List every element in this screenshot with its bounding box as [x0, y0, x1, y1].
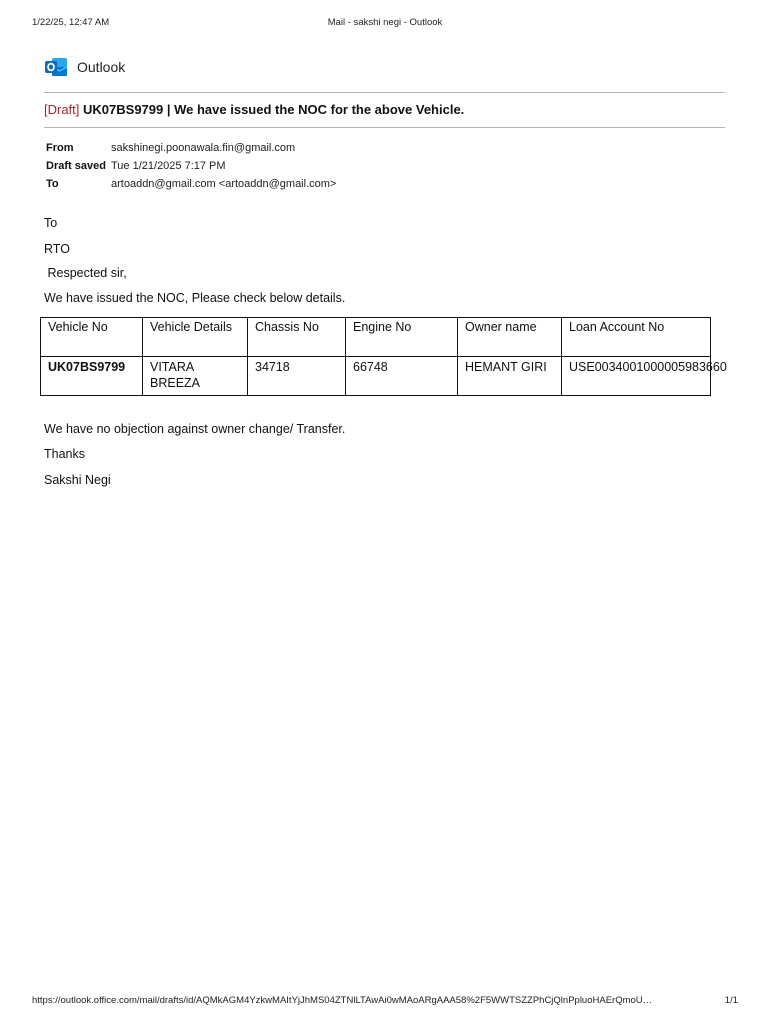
table-header-row [41, 318, 711, 357]
meta-from [46, 139, 336, 157]
body-thanks: Thanks [44, 447, 85, 461]
body-no-objection: We have no objection against owner change/ Transfer. [44, 422, 346, 436]
to-label: To [46, 178, 59, 190]
meta-draft-saved [46, 157, 336, 175]
cell-loan-account-no: USE0034001000005983660 [562, 357, 711, 396]
app-name: Outlook [77, 59, 126, 75]
print-title: Mail - sakshi negi - Outlook [327, 17, 443, 28]
cell-owner-name: HEMANT GIRI [458, 357, 562, 396]
body-salutation: Respected sir, [44, 266, 127, 280]
email-subject [44, 102, 464, 117]
cell-chassis-no: 34718 [248, 357, 346, 396]
from-value: sakshinegi.poonawala.fin@gmail.com [111, 142, 296, 154]
cell-vehicle-no: UK07BS9799 [41, 357, 143, 396]
page-number: 1/1 [724, 995, 738, 1006]
draft-tag: [Draft] [44, 102, 80, 117]
draft-saved-label: Draft saved [46, 160, 106, 172]
col-header-loan-account-no: Loan Account No [562, 318, 711, 357]
col-header-owner-name: Owner name [458, 318, 562, 357]
table-row [41, 357, 711, 396]
col-header-engine-no: Engine No [346, 318, 458, 357]
cell-engine-no: 66748 [346, 357, 458, 396]
print-footer [32, 995, 738, 1009]
draft-saved-value: Tue 1/21/2025 7:17 PM [111, 160, 226, 172]
outlook-logo-icon [45, 57, 68, 77]
print-header [32, 17, 738, 31]
body-rto: RTO [44, 242, 70, 256]
cell-vehicle-details: VITARA BREEZA [143, 357, 248, 396]
body-intro: We have issued the NOC, Please check below details. [44, 291, 346, 305]
from-label: From [46, 142, 74, 154]
app-brand [45, 57, 125, 77]
email-meta [46, 139, 336, 193]
divider-subject [44, 127, 725, 128]
col-header-vehicle-details: Vehicle Details [143, 318, 248, 357]
body-to: To [44, 216, 58, 230]
col-header-vehicle-no: Vehicle No [41, 318, 143, 357]
meta-to [46, 175, 336, 193]
noc-details-table [40, 317, 727, 396]
print-datetime: 1/22/25, 12:47 AM [32, 17, 110, 28]
col-header-chassis-no: Chassis No [248, 318, 346, 357]
body-signature: Sakshi Negi [44, 473, 111, 487]
to-value: artoaddn@gmail.com <artoaddn@gmail.com> [111, 178, 337, 190]
divider-top [44, 92, 725, 93]
subject-text: UK07BS9799 | We have issued the NOC for the above Vehicle. [83, 102, 465, 117]
page-url: https://outlook.office.com/mail/drafts/id/AQMkAGM4YzkwMAItYjJhMS04ZTNlLTAwAi0wMAoARgAAA58%2F5WWTSZZPhCjQlnPpluoHAErQmoU… [32, 995, 653, 1006]
